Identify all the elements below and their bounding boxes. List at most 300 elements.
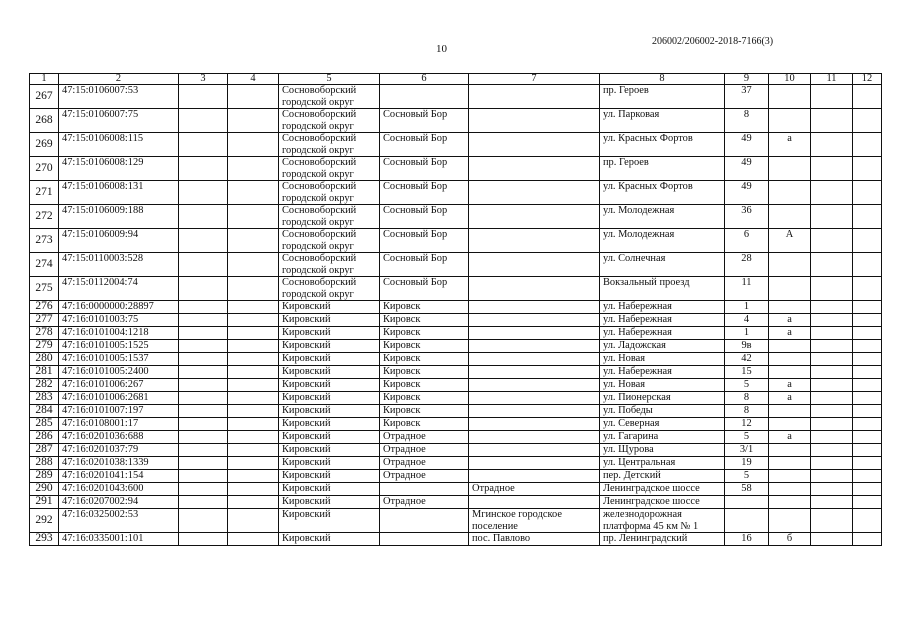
- house-number: 49: [725, 181, 769, 205]
- street-name: ул. Северная: [600, 418, 725, 431]
- district-name: Кировский: [279, 366, 380, 379]
- cell-col3: [179, 277, 228, 301]
- cell-col4: [228, 85, 279, 109]
- district-name: Кировский: [279, 340, 380, 353]
- street-name: пр. Героев: [600, 157, 725, 181]
- city-name: [380, 483, 469, 496]
- settlement-name: [469, 157, 600, 181]
- building-letter: а: [769, 392, 811, 405]
- cell-col3: [179, 379, 228, 392]
- register-table: [29, 73, 882, 546]
- cell-col3: [179, 496, 228, 509]
- city-name: Кировск: [380, 418, 469, 431]
- city-name: Кировск: [380, 327, 469, 340]
- cell-col11: [811, 353, 853, 366]
- table-row: [30, 431, 882, 444]
- house-number: 4: [725, 314, 769, 327]
- cell-col11: [811, 509, 853, 533]
- table-row: [30, 470, 882, 483]
- cell-col11: [811, 85, 853, 109]
- settlement-name: [469, 133, 600, 157]
- house-number: 37: [725, 85, 769, 109]
- house-number: 19: [725, 457, 769, 470]
- city-name: [380, 509, 469, 533]
- cell-col4: [228, 379, 279, 392]
- district-name: Кировский: [279, 509, 380, 533]
- settlement-name: [469, 418, 600, 431]
- column-header: 2: [59, 74, 179, 85]
- cell-col4: [228, 253, 279, 277]
- cell-col11: [811, 457, 853, 470]
- district-name: Сосновоборский городской округ: [279, 229, 380, 253]
- cadastral-number: 47:16:0101005:1537: [59, 353, 179, 366]
- street-name: железнодорожная платформа 45 км № 1: [600, 509, 725, 533]
- building-letter: [769, 205, 811, 229]
- cadastral-number: 47:16:0108001:17: [59, 418, 179, 431]
- district-name: Сосновоборский городской округ: [279, 277, 380, 301]
- building-letter: а: [769, 314, 811, 327]
- table-row: [30, 181, 882, 205]
- cell-col11: [811, 444, 853, 457]
- row-number: 282: [30, 379, 59, 392]
- settlement-name: [469, 253, 600, 277]
- cell-col11: [811, 109, 853, 133]
- cell-col12: [853, 470, 882, 483]
- cadastral-number: 47:16:0101005:1525: [59, 340, 179, 353]
- city-name: Кировск: [380, 340, 469, 353]
- building-letter: [769, 181, 811, 205]
- cadastral-number: 47:16:0335001:101: [59, 533, 179, 546]
- column-header: 10: [769, 74, 811, 85]
- house-number: 5: [725, 470, 769, 483]
- street-name: ул. Набережная: [600, 327, 725, 340]
- row-number: 269: [30, 133, 59, 157]
- cadastral-number: 47:15:0106009:188: [59, 205, 179, 229]
- district-name: Сосновоборский городской округ: [279, 109, 380, 133]
- city-name: Сосновый Бор: [380, 133, 469, 157]
- row-number: 272: [30, 205, 59, 229]
- row-number: 268: [30, 109, 59, 133]
- building-letter: [769, 444, 811, 457]
- city-name: Отрадное: [380, 470, 469, 483]
- settlement-name: [469, 277, 600, 301]
- cell-col11: [811, 301, 853, 314]
- column-header: 4: [228, 74, 279, 85]
- cell-col11: [811, 253, 853, 277]
- cell-col12: [853, 444, 882, 457]
- column-header: 7: [469, 74, 600, 85]
- cell-col11: [811, 366, 853, 379]
- cell-col12: [853, 457, 882, 470]
- table-row: [30, 229, 882, 253]
- cell-col12: [853, 314, 882, 327]
- column-numbers-row: [30, 74, 882, 85]
- building-letter: а: [769, 327, 811, 340]
- city-name: [380, 85, 469, 109]
- street-name: ул. Молодежная: [600, 205, 725, 229]
- cadastral-number: 47:16:0101006:267: [59, 379, 179, 392]
- cell-col4: [228, 392, 279, 405]
- column-header: 12: [853, 74, 882, 85]
- cell-col11: [811, 340, 853, 353]
- cadastral-number: 47:16:0101007:197: [59, 405, 179, 418]
- table-row: [30, 277, 882, 301]
- table-row: [30, 509, 882, 533]
- city-name: Сосновый Бор: [380, 253, 469, 277]
- table-row: [30, 314, 882, 327]
- house-number: 16: [725, 533, 769, 546]
- house-number: 11: [725, 277, 769, 301]
- street-name: ул. Центральная: [600, 457, 725, 470]
- building-letter: [769, 157, 811, 181]
- cell-col11: [811, 496, 853, 509]
- house-number: 6: [725, 229, 769, 253]
- street-name: Ленинградское шоссе: [600, 496, 725, 509]
- table-row: [30, 301, 882, 314]
- district-name: Кировский: [279, 444, 380, 457]
- column-header: 5: [279, 74, 380, 85]
- cell-col11: [811, 483, 853, 496]
- street-name: Вокзальный проезд: [600, 277, 725, 301]
- cell-col11: [811, 133, 853, 157]
- cadastral-number: 47:15:0106008:115: [59, 133, 179, 157]
- cell-col12: [853, 431, 882, 444]
- house-number: 8: [725, 405, 769, 418]
- city-name: Кировск: [380, 366, 469, 379]
- building-letter: [769, 85, 811, 109]
- district-name: Сосновоборский городской округ: [279, 253, 380, 277]
- district-name: Кировский: [279, 533, 380, 546]
- cadastral-number: 47:15:0106007:75: [59, 109, 179, 133]
- cell-col12: [853, 181, 882, 205]
- cell-col3: [179, 470, 228, 483]
- district-name: Кировский: [279, 470, 380, 483]
- cell-col4: [228, 483, 279, 496]
- cell-col3: [179, 533, 228, 546]
- house-number: [725, 496, 769, 509]
- district-name: Кировский: [279, 379, 380, 392]
- cell-col3: [179, 157, 228, 181]
- building-letter: [769, 109, 811, 133]
- row-number: 284: [30, 405, 59, 418]
- building-letter: [769, 405, 811, 418]
- cell-col4: [228, 457, 279, 470]
- cell-col11: [811, 157, 853, 181]
- cell-col4: [228, 418, 279, 431]
- row-number: 270: [30, 157, 59, 181]
- cell-col3: [179, 509, 228, 533]
- street-name: Ленинградское шоссе: [600, 483, 725, 496]
- cadastral-number: 47:16:0201037:79: [59, 444, 179, 457]
- table-row: [30, 496, 882, 509]
- cadastral-number: 47:16:0101004:1218: [59, 327, 179, 340]
- street-name: ул. Щурова: [600, 444, 725, 457]
- cell-col3: [179, 205, 228, 229]
- house-number: 28: [725, 253, 769, 277]
- city-name: Кировск: [380, 379, 469, 392]
- house-number: 49: [725, 133, 769, 157]
- table-row: [30, 85, 882, 109]
- table-row: [30, 483, 882, 496]
- column-header: 9: [725, 74, 769, 85]
- city-name: Отрадное: [380, 496, 469, 509]
- column-header: 1: [30, 74, 59, 85]
- district-name: Кировский: [279, 457, 380, 470]
- settlement-name: [469, 327, 600, 340]
- row-number: 278: [30, 327, 59, 340]
- settlement-name: [469, 457, 600, 470]
- house-number: 49: [725, 157, 769, 181]
- settlement-name: [469, 314, 600, 327]
- cell-col12: [853, 85, 882, 109]
- cell-col12: [853, 483, 882, 496]
- table-row: [30, 327, 882, 340]
- street-name: пр. Ленинградский: [600, 533, 725, 546]
- city-name: Кировск: [380, 405, 469, 418]
- cell-col4: [228, 496, 279, 509]
- house-number: 12: [725, 418, 769, 431]
- cell-col4: [228, 181, 279, 205]
- settlement-name: пос. Павлово: [469, 533, 600, 546]
- cell-col11: [811, 392, 853, 405]
- cell-col4: [228, 509, 279, 533]
- building-letter: [769, 418, 811, 431]
- settlement-name: Отрадное: [469, 483, 600, 496]
- cadastral-number: 47:16:0201041:154: [59, 470, 179, 483]
- column-header: 8: [600, 74, 725, 85]
- document-id: 206002/206002-2018-7166(3): [652, 36, 774, 47]
- cell-col4: [228, 277, 279, 301]
- row-number: 280: [30, 353, 59, 366]
- settlement-name: [469, 353, 600, 366]
- cadastral-number: 47:15:0106009:94: [59, 229, 179, 253]
- street-name: ул. Победы: [600, 405, 725, 418]
- building-letter: а: [769, 379, 811, 392]
- cadastral-number: 47:15:0106008:131: [59, 181, 179, 205]
- column-header: 11: [811, 74, 853, 85]
- cell-col4: [228, 444, 279, 457]
- cell-col3: [179, 181, 228, 205]
- building-letter: [769, 496, 811, 509]
- column-header: 6: [380, 74, 469, 85]
- street-name: ул. Ладожская: [600, 340, 725, 353]
- cell-col3: [179, 366, 228, 379]
- cell-col12: [853, 205, 882, 229]
- cadastral-number: 47:16:0101005:2400: [59, 366, 179, 379]
- row-number: 275: [30, 277, 59, 301]
- building-letter: [769, 301, 811, 314]
- settlement-name: [469, 181, 600, 205]
- settlement-name: [469, 85, 600, 109]
- cell-col11: [811, 379, 853, 392]
- street-name: ул. Пионерская: [600, 392, 725, 405]
- cell-col4: [228, 327, 279, 340]
- building-letter: [769, 253, 811, 277]
- settlement-name: [469, 366, 600, 379]
- settlement-name: [469, 379, 600, 392]
- cell-col12: [853, 533, 882, 546]
- district-name: Сосновоборский городской округ: [279, 133, 380, 157]
- row-number: 286: [30, 431, 59, 444]
- building-letter: [769, 457, 811, 470]
- cell-col3: [179, 229, 228, 253]
- cell-col12: [853, 133, 882, 157]
- cell-col12: [853, 353, 882, 366]
- table-row: [30, 366, 882, 379]
- cell-col3: [179, 418, 228, 431]
- district-name: Сосновоборский городской округ: [279, 205, 380, 229]
- cell-col4: [228, 157, 279, 181]
- cell-col3: [179, 314, 228, 327]
- row-number: 279: [30, 340, 59, 353]
- house-number: 58: [725, 483, 769, 496]
- street-name: ул. Набережная: [600, 301, 725, 314]
- cell-col12: [853, 405, 882, 418]
- cell-col3: [179, 85, 228, 109]
- settlement-name: [469, 470, 600, 483]
- cell-col11: [811, 470, 853, 483]
- cell-col12: [853, 253, 882, 277]
- row-number: 292: [30, 509, 59, 533]
- city-name: Отрадное: [380, 444, 469, 457]
- row-number: 287: [30, 444, 59, 457]
- cadastral-number: 47:15:0106008:129: [59, 157, 179, 181]
- street-name: пер. Детский: [600, 470, 725, 483]
- row-number: 273: [30, 229, 59, 253]
- cell-col4: [228, 205, 279, 229]
- cell-col11: [811, 181, 853, 205]
- building-letter: А: [769, 229, 811, 253]
- district-name: Кировский: [279, 418, 380, 431]
- district-name: Кировский: [279, 483, 380, 496]
- cell-col4: [228, 431, 279, 444]
- table-row: [30, 405, 882, 418]
- cadastral-number: 47:15:0112004:74: [59, 277, 179, 301]
- cadastral-number: 47:16:0201043:600: [59, 483, 179, 496]
- street-name: ул. Парковая: [600, 109, 725, 133]
- house-number: 36: [725, 205, 769, 229]
- building-letter: [769, 353, 811, 366]
- table-row: [30, 353, 882, 366]
- street-name: ул. Молодежная: [600, 229, 725, 253]
- table-row: [30, 533, 882, 546]
- city-name: Сосновый Бор: [380, 205, 469, 229]
- cell-col12: [853, 379, 882, 392]
- table-row: [30, 444, 882, 457]
- cadastral-number: 47:16:0000000:28897: [59, 301, 179, 314]
- house-number: 8: [725, 109, 769, 133]
- city-name: Кировск: [380, 314, 469, 327]
- district-name: Сосновоборский городской округ: [279, 85, 380, 109]
- cell-col3: [179, 444, 228, 457]
- building-letter: [769, 470, 811, 483]
- cell-col3: [179, 340, 228, 353]
- city-name: Сосновый Бор: [380, 181, 469, 205]
- cell-col3: [179, 483, 228, 496]
- district-name: Кировский: [279, 327, 380, 340]
- cell-col4: [228, 470, 279, 483]
- cell-col4: [228, 314, 279, 327]
- city-name: Отрадное: [380, 431, 469, 444]
- cell-col4: [228, 133, 279, 157]
- city-name: Сосновый Бор: [380, 109, 469, 133]
- district-name: Сосновоборский городской округ: [279, 181, 380, 205]
- cell-col12: [853, 418, 882, 431]
- cell-col11: [811, 405, 853, 418]
- row-number: 290: [30, 483, 59, 496]
- table-row: [30, 133, 882, 157]
- row-number: 274: [30, 253, 59, 277]
- table-row: [30, 253, 882, 277]
- cell-col4: [228, 533, 279, 546]
- building-letter: [769, 340, 811, 353]
- cell-col12: [853, 327, 882, 340]
- table-body: [30, 85, 882, 546]
- cell-col11: [811, 205, 853, 229]
- street-name: ул. Солнечная: [600, 253, 725, 277]
- street-name: ул. Набережная: [600, 366, 725, 379]
- cadastral-number: 47:16:0325002:53: [59, 509, 179, 533]
- table-row: [30, 340, 882, 353]
- city-name: Кировск: [380, 392, 469, 405]
- page-number: 10: [436, 43, 447, 55]
- cell-col3: [179, 392, 228, 405]
- cell-col12: [853, 109, 882, 133]
- street-name: ул. Красных Фортов: [600, 133, 725, 157]
- cell-col12: [853, 496, 882, 509]
- cell-col3: [179, 253, 228, 277]
- district-name: Сосновоборский городской округ: [279, 157, 380, 181]
- table-row: [30, 109, 882, 133]
- cell-col12: [853, 392, 882, 405]
- cell-col11: [811, 314, 853, 327]
- cell-col4: [228, 353, 279, 366]
- cell-col3: [179, 353, 228, 366]
- house-number: [725, 509, 769, 533]
- cell-col4: [228, 405, 279, 418]
- building-letter: а: [769, 133, 811, 157]
- city-name: Сосновый Бор: [380, 157, 469, 181]
- row-number: 285: [30, 418, 59, 431]
- settlement-name: [469, 109, 600, 133]
- street-name: ул. Гагарина: [600, 431, 725, 444]
- house-number: 15: [725, 366, 769, 379]
- cell-col3: [179, 109, 228, 133]
- district-name: Кировский: [279, 314, 380, 327]
- column-header: 3: [179, 74, 228, 85]
- house-number: 42: [725, 353, 769, 366]
- district-name: Кировский: [279, 392, 380, 405]
- building-letter: а: [769, 431, 811, 444]
- row-number: 267: [30, 85, 59, 109]
- row-number: 276: [30, 301, 59, 314]
- settlement-name: [469, 496, 600, 509]
- city-name: Отрадное: [380, 457, 469, 470]
- city-name: Кировск: [380, 301, 469, 314]
- city-name: [380, 533, 469, 546]
- cell-col12: [853, 229, 882, 253]
- cadastral-number: 47:15:0110003:528: [59, 253, 179, 277]
- cell-col12: [853, 509, 882, 533]
- cell-col12: [853, 366, 882, 379]
- cell-col11: [811, 229, 853, 253]
- settlement-name: [469, 392, 600, 405]
- building-letter: [769, 366, 811, 379]
- row-number: 293: [30, 533, 59, 546]
- row-number: 288: [30, 457, 59, 470]
- settlement-name: [469, 205, 600, 229]
- district-name: Кировский: [279, 431, 380, 444]
